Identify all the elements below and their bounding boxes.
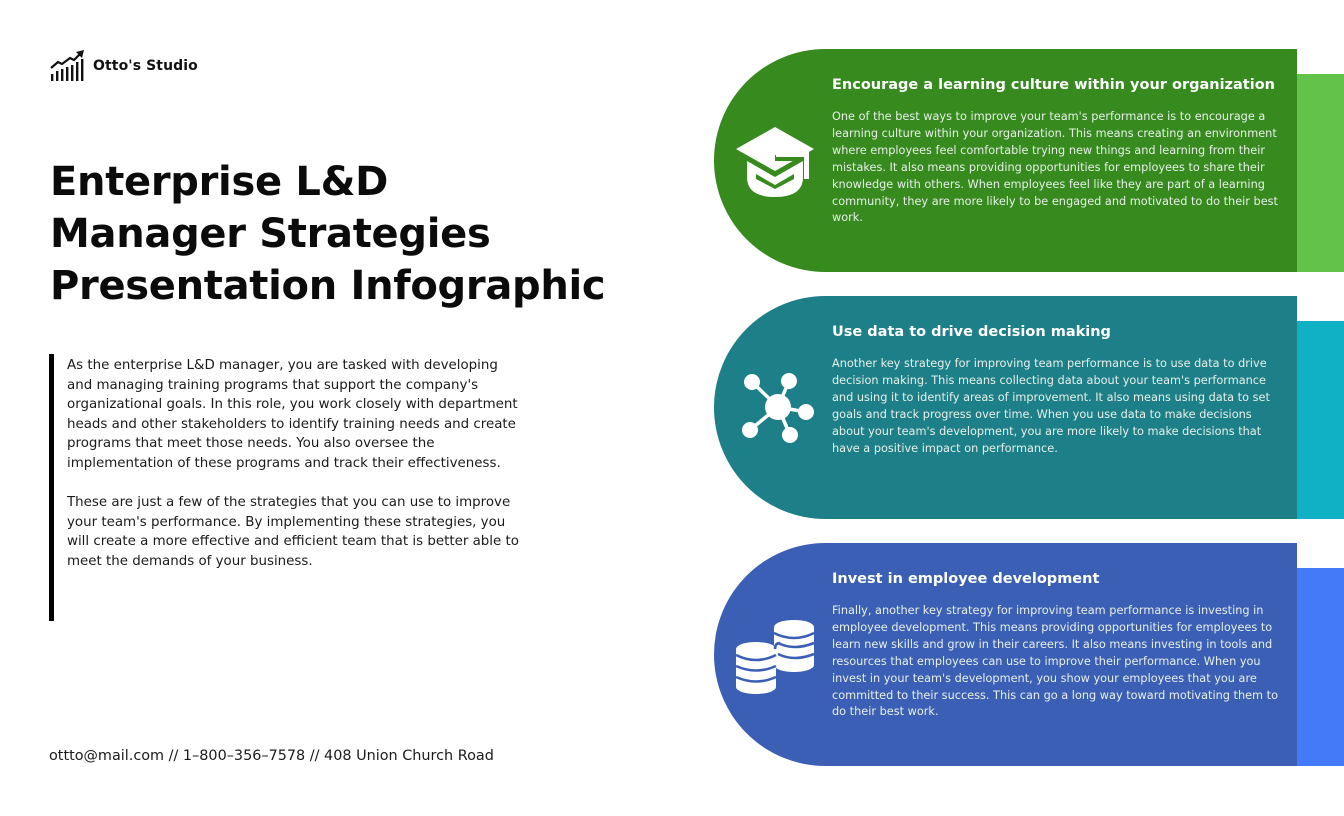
title-line: Enterprise L&D [50, 159, 389, 205]
strategy-card-employee-development [714, 543, 1344, 768]
card-accent-bar [1294, 74, 1344, 272]
title-line: Manager Strategies [50, 211, 491, 257]
coin-stacks-icon [734, 613, 816, 695]
card-body: Another key strategy for improving team performance is to use data to drive decision making. This means collecting data about your team's performance and using it to identify areas of improvement. It also means using data to set goals and track progress over time. When you use data to make decisions about your team's development, you are more likely to make decisions that have a positive impact on performance. [832, 357, 1270, 455]
card-body: Finally, another key strategy for improving team performance is investing in employee development. This means providing opportunities for employees to learn new skills and grow in their careers. It also means investing in tools and resources that employees can use to improve their performance. When you invest in your team's development, you show your employees that you are committed to their success. This can go a long way toward motivating them to do their best work. [832, 604, 1278, 719]
page-title [50, 156, 690, 312]
card-title: Use data to drive decision making [832, 324, 1111, 340]
contact-info: ottto@mail.com // 1–800–356–7578 // 408 Union Church Road [49, 748, 494, 764]
intro-quote-block [49, 354, 519, 621]
strategy-card-learning-culture [714, 49, 1344, 274]
card-title: Invest in employee development [832, 571, 1100, 587]
card-title: Encourage a learning culture within your organization [832, 77, 1275, 93]
card-panel [714, 296, 1297, 519]
strategy-card-data-driven [714, 296, 1344, 521]
network-nodes-icon [734, 366, 816, 448]
intro-paragraph: As the enterprise L&D manager, you are tasked with developing and managing training programs that support the company's organizational goals. In this role, you work closely with department heads and other stakeholders to identify training needs and create programs that meet those needs. You also oversee the implementation of these programs and track their effectiveness. [67, 358, 518, 471]
card-accent-bar [1294, 568, 1344, 766]
card-panel [714, 543, 1297, 766]
title-line: Presentation Infographic [50, 263, 606, 309]
intro-paragraph: These are just a few of the strategies that you can use to improve your team's performance. By implementing these strategies, you will create a more effective and efficient team that is better able to meet the demands of your business. [67, 495, 519, 569]
card-body: One of the best ways to improve your team's performance is to encourage a learning culture within your organization. This means creating an environment where employees feel comfortable trying new things and learning from their mistakes. It also means providing opportunities for employees to share their knowledge with others. When employees feel like they are part of a learning community, they are more likely to be engaged and motivated to do their best work. [832, 110, 1278, 225]
growth-chart-icon [50, 50, 85, 82]
brand-name: Otto's Studio [93, 58, 198, 74]
card-panel [714, 49, 1297, 272]
brand [50, 50, 198, 82]
graduation-cap-icon [734, 119, 816, 201]
card-accent-bar [1294, 321, 1344, 519]
